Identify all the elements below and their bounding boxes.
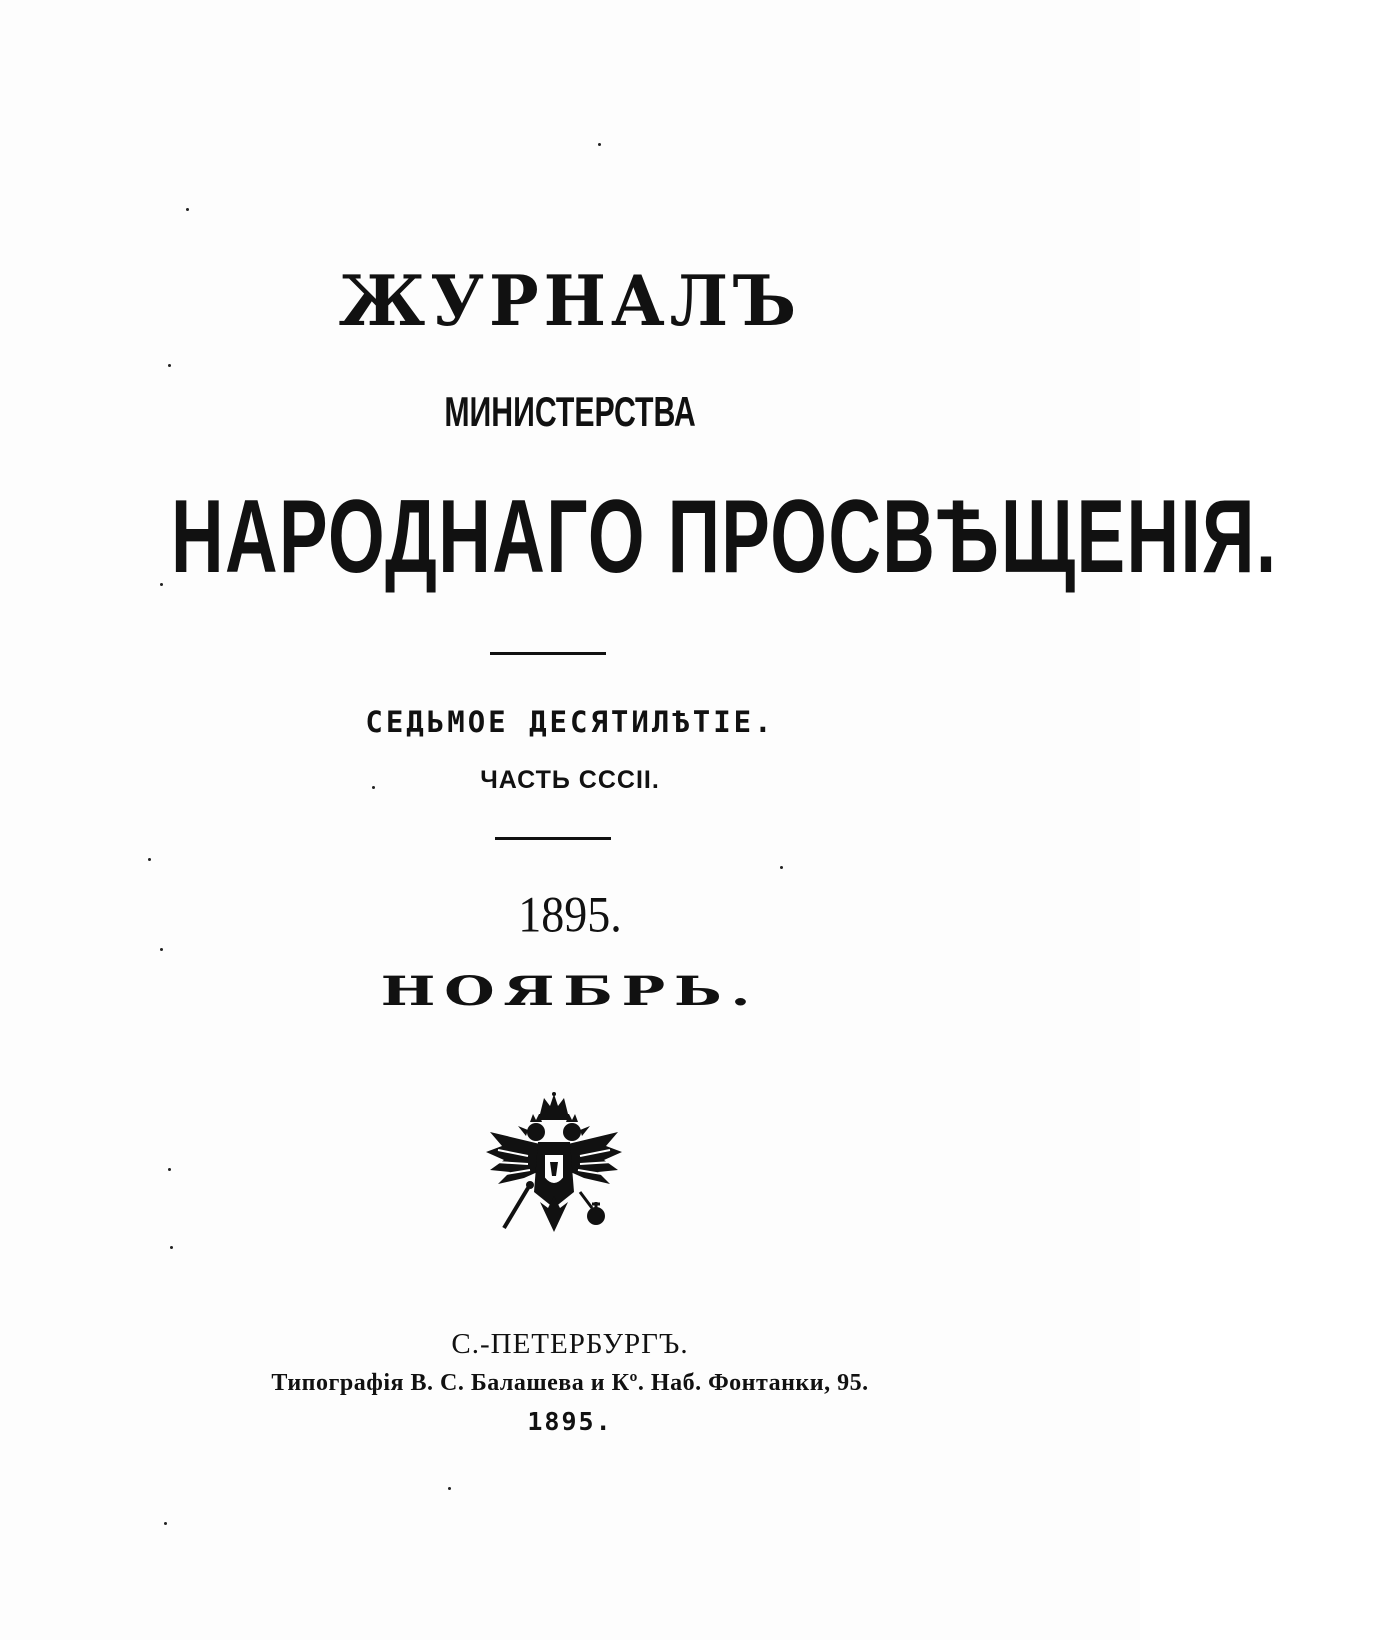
issue-month: НОЯБРЬ. (380, 968, 760, 1015)
imprint-city: С.-ПЕТЕРБУРГЪ. (451, 1328, 689, 1360)
imprint-year: 1895. (527, 1407, 613, 1436)
part-number: ЧАСТЬ CCCII. (480, 766, 660, 794)
decade-line: СЕДЬМОЕ ДЕСЯТИЛѢТІЕ. (365, 705, 775, 739)
scan-speck (164, 1522, 167, 1525)
enlightenment-line: НАРОДНАГО ПРОСВѢЩЕНІЯ. (171, 479, 1278, 595)
scan-speck (448, 1487, 451, 1490)
scan-speck (168, 1168, 171, 1171)
double-headed-eagle-icon (484, 1092, 624, 1242)
scan-speck (186, 208, 189, 211)
divider-rule (490, 652, 606, 655)
scan-speck (598, 143, 601, 146)
scan-speck (148, 858, 151, 861)
issue-year: 1895. (518, 886, 622, 943)
journal-title: ЖУРНАЛЪ (338, 260, 802, 342)
scan-speck (170, 1246, 173, 1249)
scan-speck (160, 583, 163, 586)
ministry-line: МИНИСТЕРСТВА (444, 388, 696, 435)
imprint-printer: Типографія В. С. Балашева и Кº. Наб. Фонтанки, 95. (271, 1370, 869, 1396)
scan-speck (160, 948, 163, 951)
scan-speck (780, 866, 783, 869)
divider-rule (495, 837, 611, 840)
scan-speck (168, 364, 171, 367)
